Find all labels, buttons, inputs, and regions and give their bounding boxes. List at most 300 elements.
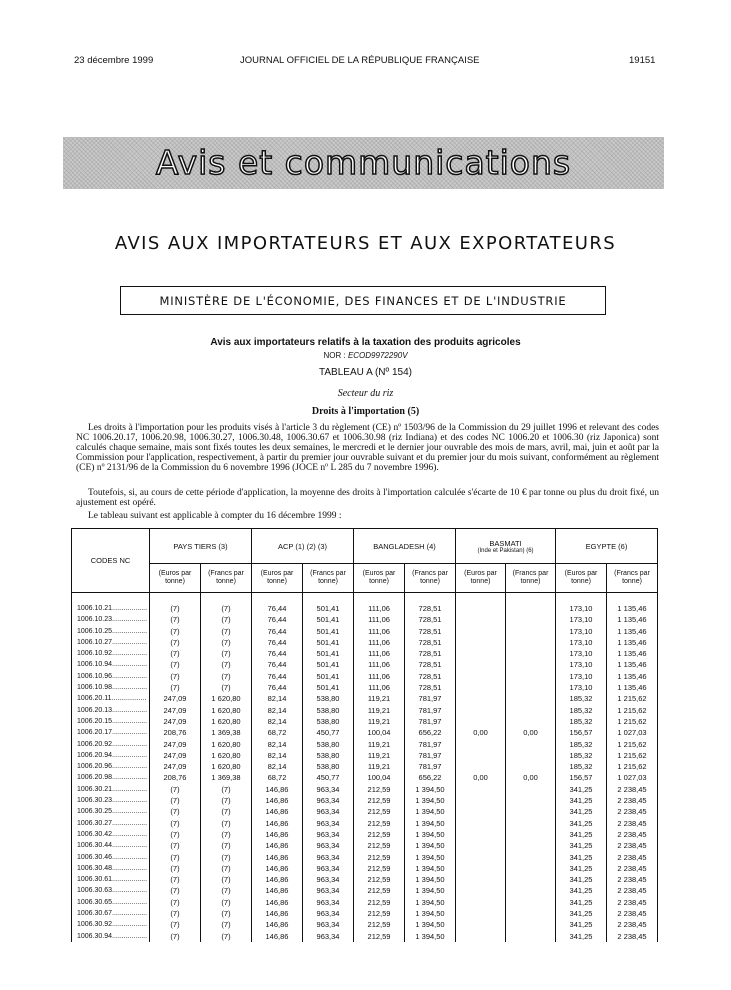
duty-value-cell: 2 238,45 xyxy=(607,795,658,806)
duty-value-cell xyxy=(456,716,506,727)
duty-value-cell: 111,06 xyxy=(354,682,405,693)
duty-value-cell xyxy=(456,795,506,806)
duty-value-cell: 501,41 xyxy=(303,659,354,670)
duty-value-cell: 156,57 xyxy=(556,727,607,738)
duty-value-cell: 963,34 xyxy=(303,897,354,908)
paragraph-2: Toutefois, si, au cours de cette période d'application, la moyenne des droits à l'importation calculée s'écarte de 10 € par tonne ou plus du droit fixé, un ajustement est opéré. xyxy=(76,488,659,508)
droits-heading: Droits à l'importation (5) xyxy=(311,406,420,417)
import-duties-table xyxy=(71,528,658,942)
duty-value-cell: 2 238,45 xyxy=(607,784,658,795)
duty-value-cell: 76,44 xyxy=(252,682,303,693)
table-row xyxy=(72,897,658,908)
duty-value-cell: 538,80 xyxy=(303,705,354,716)
table-row xyxy=(72,829,658,840)
spacer-cell xyxy=(72,593,150,604)
duty-value-cell xyxy=(456,671,506,682)
nc-code-cell: 1006.30.21.................. xyxy=(72,784,150,795)
duty-value-cell: 1 135,46 xyxy=(607,626,658,637)
spacer-cell xyxy=(556,593,607,604)
duty-value-cell xyxy=(506,603,556,614)
duty-value-cell xyxy=(456,659,506,670)
duty-value-cell: 341,25 xyxy=(556,919,607,930)
euros-unit-header: (Euros par tonne) xyxy=(252,564,303,593)
duty-value-cell: 2 238,45 xyxy=(607,908,658,919)
duty-value-cell: (7) xyxy=(201,840,252,851)
duty-value-cell: 1 394,50 xyxy=(405,897,456,908)
table-row xyxy=(72,648,658,659)
nc-code-cell: 1006.10.23.................. xyxy=(72,614,150,625)
duty-value-cell xyxy=(506,852,556,863)
duty-value-cell: 146,86 xyxy=(252,908,303,919)
duty-value-cell: 119,21 xyxy=(354,739,405,750)
duty-value-cell: (7) xyxy=(201,818,252,829)
duty-value-cell xyxy=(506,693,556,704)
table-row xyxy=(72,784,658,795)
duty-value-cell: 173,10 xyxy=(556,659,607,670)
spacer-cell xyxy=(354,593,405,604)
group-name: ACP (1) (2) (3) xyxy=(277,541,328,551)
duty-value-cell: 111,06 xyxy=(354,659,405,670)
duty-value-cell: 501,41 xyxy=(303,637,354,648)
duty-value-cell xyxy=(506,716,556,727)
nc-code-cell: 1006.20.94.................. xyxy=(72,750,150,761)
duty-value-cell: 173,10 xyxy=(556,614,607,625)
duty-value-cell: 212,59 xyxy=(354,863,405,874)
duty-value-cell: 212,59 xyxy=(354,784,405,795)
duty-value-cell xyxy=(456,818,506,829)
duty-value-cell: 728,51 xyxy=(405,637,456,648)
duty-value-cell: 963,34 xyxy=(303,874,354,885)
duty-value-cell xyxy=(456,739,506,750)
duty-value-cell: 212,59 xyxy=(354,931,405,942)
duty-value-cell: (7) xyxy=(150,885,201,896)
table-row xyxy=(72,659,658,670)
duty-value-cell: 2 238,45 xyxy=(607,885,658,896)
duty-value-cell: 82,14 xyxy=(252,693,303,704)
table-row xyxy=(72,761,658,772)
duty-value-cell: 173,10 xyxy=(556,682,607,693)
euros-unit-header: (Euros par tonne) xyxy=(456,564,506,593)
duty-value-cell: 341,25 xyxy=(556,897,607,908)
duty-value-cell: 156,57 xyxy=(556,772,607,783)
duty-value-cell: 2 238,45 xyxy=(607,931,658,942)
group-name: BASMATI xyxy=(489,538,522,548)
duty-value-cell xyxy=(456,806,506,817)
duty-value-cell: (7) xyxy=(201,648,252,659)
group-header-acp xyxy=(252,529,354,564)
duty-value-cell xyxy=(456,874,506,885)
duty-value-cell xyxy=(456,603,506,614)
duty-value-cell: 111,06 xyxy=(354,614,405,625)
duty-value-cell: 341,25 xyxy=(556,885,607,896)
duty-value-cell: 146,86 xyxy=(252,931,303,942)
nc-code-cell: 1006.30.48.................. xyxy=(72,863,150,874)
nc-code-cell: 1006.20.15.................. xyxy=(72,716,150,727)
duty-value-cell: 1 394,50 xyxy=(405,784,456,795)
duty-value-cell xyxy=(456,648,506,659)
duty-value-cell: 212,59 xyxy=(354,840,405,851)
spacer-cell xyxy=(303,593,354,604)
duty-value-cell: (7) xyxy=(150,648,201,659)
duty-value-cell: 208,76 xyxy=(150,727,201,738)
ministry-box: MINISTÈRE DE L'ÉCONOMIE, DES FINANCES ET DE L'INDUSTRIE xyxy=(120,286,606,315)
duty-value-cell: (7) xyxy=(201,659,252,670)
duty-value-cell xyxy=(456,863,506,874)
duty-value-cell: 538,80 xyxy=(303,693,354,704)
duty-value-cell: 76,44 xyxy=(252,614,303,625)
duty-value-cell: 1 620,80 xyxy=(201,739,252,750)
duty-value-cell: 341,25 xyxy=(556,784,607,795)
duty-value-cell: 146,86 xyxy=(252,818,303,829)
duty-value-cell: 963,34 xyxy=(303,919,354,930)
francs-unit-header: (Francs par tonne) xyxy=(201,564,252,593)
duty-value-cell: 450,77 xyxy=(303,727,354,738)
duty-value-cell: (7) xyxy=(150,637,201,648)
spacer-cell xyxy=(607,593,658,604)
duty-value-cell: 1 394,50 xyxy=(405,931,456,942)
duty-value-cell: 538,80 xyxy=(303,750,354,761)
duty-value-cell: 728,51 xyxy=(405,671,456,682)
duty-value-cell: (7) xyxy=(150,874,201,885)
group-subname: (Inde et Pakistan) (6) xyxy=(477,547,534,554)
nc-code-cell: 1006.30.63.................. xyxy=(72,885,150,896)
duty-value-cell: 341,25 xyxy=(556,852,607,863)
banner-title: Avis et communications xyxy=(155,143,572,182)
duty-value-cell: 76,44 xyxy=(252,626,303,637)
duty-value-cell xyxy=(506,840,556,851)
duty-value-cell: 212,59 xyxy=(354,885,405,896)
duty-value-cell: 173,10 xyxy=(556,603,607,614)
duty-value-cell: (7) xyxy=(201,682,252,693)
duty-value-cell: 1 620,80 xyxy=(201,716,252,727)
duty-value-cell: (7) xyxy=(201,784,252,795)
duty-value-cell: 1 135,46 xyxy=(607,682,658,693)
codes-nc-header: CODES NC xyxy=(72,529,150,593)
duty-value-cell: 2 238,45 xyxy=(607,840,658,851)
duty-value-cell: 212,59 xyxy=(354,908,405,919)
unit-header-row xyxy=(72,564,658,593)
duty-value-cell xyxy=(506,705,556,716)
duty-value-cell: (7) xyxy=(150,671,201,682)
header-page-number: 19151 xyxy=(629,55,656,66)
duty-value-cell: 173,10 xyxy=(556,671,607,682)
duty-value-cell: 185,32 xyxy=(556,750,607,761)
duty-value-cell: 963,34 xyxy=(303,840,354,851)
duty-value-cell: 341,25 xyxy=(556,863,607,874)
duty-value-cell: (7) xyxy=(150,659,201,670)
duty-value-cell: 1 394,50 xyxy=(405,806,456,817)
duty-value-cell: 119,21 xyxy=(354,716,405,727)
table-spacer-row xyxy=(72,593,658,604)
duty-value-cell xyxy=(506,931,556,942)
duty-value-cell: 341,25 xyxy=(556,818,607,829)
header-date: 23 décembre 1999 xyxy=(74,55,154,66)
nc-code-cell: 1006.10.98.................. xyxy=(72,682,150,693)
duty-value-cell xyxy=(506,885,556,896)
secteur-label: Secteur du riz xyxy=(337,388,394,399)
spacer-cell xyxy=(506,593,556,604)
duty-value-cell: 1 215,62 xyxy=(607,739,658,750)
table-row xyxy=(72,806,658,817)
duty-value-cell: 538,80 xyxy=(303,739,354,750)
duty-value-cell: 2 238,45 xyxy=(607,919,658,930)
duty-value-cell xyxy=(506,795,556,806)
table-row xyxy=(72,739,658,750)
duty-value-cell xyxy=(506,761,556,772)
group-header-basmati xyxy=(456,529,556,564)
nc-code-cell: 1006.30.27.................. xyxy=(72,818,150,829)
duty-value-cell: 341,25 xyxy=(556,931,607,942)
duty-value-cell: 119,21 xyxy=(354,750,405,761)
duty-value-cell: (7) xyxy=(150,682,201,693)
duty-value-cell xyxy=(506,648,556,659)
nc-code-cell: 1006.20.92.................. xyxy=(72,739,150,750)
duty-value-cell: (7) xyxy=(150,806,201,817)
duty-value-cell: 76,44 xyxy=(252,648,303,659)
group-header-pays-tiers xyxy=(150,529,252,564)
duty-value-cell xyxy=(506,863,556,874)
duty-value-cell: 0,00 xyxy=(506,727,556,738)
duty-value-cell: (7) xyxy=(150,919,201,930)
duty-value-cell xyxy=(456,897,506,908)
duty-value-cell: (7) xyxy=(150,852,201,863)
duty-value-cell xyxy=(506,671,556,682)
duty-value-cell xyxy=(456,919,506,930)
duty-value-cell: 728,51 xyxy=(405,614,456,625)
table-row xyxy=(72,840,658,851)
nc-code-cell: 1006.10.27.................. xyxy=(72,637,150,648)
duty-value-cell: 1 135,46 xyxy=(607,637,658,648)
duty-value-cell xyxy=(506,626,556,637)
duty-value-cell: 728,51 xyxy=(405,603,456,614)
duty-value-cell: 146,86 xyxy=(252,919,303,930)
duty-value-cell: (7) xyxy=(201,885,252,896)
duty-value-cell: 1 394,50 xyxy=(405,829,456,840)
nor-line xyxy=(0,351,731,360)
nc-code-cell: 1006.20.96.................. xyxy=(72,761,150,772)
duty-value-cell: 963,34 xyxy=(303,908,354,919)
section-banner xyxy=(63,137,664,189)
duty-value-cell: 111,06 xyxy=(354,603,405,614)
duty-value-cell: 2 238,45 xyxy=(607,852,658,863)
duty-value-cell: (7) xyxy=(201,637,252,648)
duty-value-cell: 2 238,45 xyxy=(607,829,658,840)
table-row xyxy=(72,885,658,896)
duty-value-cell: (7) xyxy=(201,795,252,806)
duty-value-cell: 538,80 xyxy=(303,716,354,727)
duty-value-cell: 173,10 xyxy=(556,648,607,659)
duty-value-cell: 1 394,50 xyxy=(405,919,456,930)
duty-value-cell: 1 620,80 xyxy=(201,693,252,704)
duty-value-cell: 146,86 xyxy=(252,840,303,851)
spacer-cell xyxy=(405,593,456,604)
nc-code-cell: 1006.30.61.................. xyxy=(72,874,150,885)
duty-value-cell: 1 369,38 xyxy=(201,772,252,783)
duty-value-cell: 119,21 xyxy=(354,761,405,772)
duty-value-cell xyxy=(456,637,506,648)
duty-value-cell: 1 135,46 xyxy=(607,614,658,625)
table-row xyxy=(72,919,658,930)
duty-value-cell: 82,14 xyxy=(252,750,303,761)
duty-value-cell: 1 215,62 xyxy=(607,716,658,727)
duty-value-cell: (7) xyxy=(150,614,201,625)
duty-value-cell: (7) xyxy=(201,829,252,840)
duty-value-cell: 501,41 xyxy=(303,614,354,625)
table-row xyxy=(72,637,658,648)
duty-value-cell: 119,21 xyxy=(354,705,405,716)
duty-value-cell: 111,06 xyxy=(354,626,405,637)
nc-code-cell: 1006.20.98.................. xyxy=(72,772,150,783)
table-row xyxy=(72,626,658,637)
duty-value-cell: 146,86 xyxy=(252,885,303,896)
duty-value-cell xyxy=(456,761,506,772)
duty-value-cell: 111,06 xyxy=(354,648,405,659)
duty-value-cell xyxy=(456,614,506,625)
duty-value-cell: (7) xyxy=(201,919,252,930)
table-row xyxy=(72,614,658,625)
duty-value-cell: 2 238,45 xyxy=(607,897,658,908)
paragraph-3: Le tableau suivant est applicable à compter du 16 décembre 1999 : xyxy=(88,511,342,521)
table-row xyxy=(72,931,658,942)
euros-unit-header: (Euros par tonne) xyxy=(150,564,201,593)
duty-value-cell: (7) xyxy=(150,897,201,908)
nc-code-cell: 1006.10.25.................. xyxy=(72,626,150,637)
duty-value-cell xyxy=(506,784,556,795)
duty-value-cell: 1 394,50 xyxy=(405,908,456,919)
header-journal: JOURNAL OFFICIEL DE LA RÉPUBLIQUE FRANÇAISE xyxy=(240,55,480,66)
duty-value-cell: 212,59 xyxy=(354,818,405,829)
duty-value-cell: 1 135,46 xyxy=(607,671,658,682)
table-row xyxy=(72,772,658,783)
group-name: EGYPTE (6) xyxy=(585,541,628,551)
duty-value-cell: 2 238,45 xyxy=(607,863,658,874)
nor-label: NOR : xyxy=(323,351,346,360)
duty-value-cell: 208,76 xyxy=(150,772,201,783)
table-row xyxy=(72,682,658,693)
duty-value-cell xyxy=(456,784,506,795)
duty-value-cell: 146,86 xyxy=(252,784,303,795)
table-row xyxy=(72,693,658,704)
nc-code-cell: 1006.30.25.................. xyxy=(72,806,150,817)
duty-value-cell: 1 215,62 xyxy=(607,761,658,772)
duty-value-cell: 247,09 xyxy=(150,693,201,704)
duty-value-cell xyxy=(456,750,506,761)
duty-value-cell: 247,09 xyxy=(150,761,201,772)
duty-value-cell: (7) xyxy=(150,829,201,840)
duty-value-cell: 100,04 xyxy=(354,772,405,783)
duty-value-cell: (7) xyxy=(201,852,252,863)
duty-value-cell: 501,41 xyxy=(303,648,354,659)
duty-value-cell xyxy=(456,705,506,716)
duty-value-cell: 963,34 xyxy=(303,818,354,829)
nor-code: ECOD9972290V xyxy=(347,351,408,360)
francs-unit-header: (Francs par tonne) xyxy=(506,564,556,593)
duty-value-cell: 185,32 xyxy=(556,761,607,772)
duty-value-cell: 963,34 xyxy=(303,931,354,942)
nc-code-cell: 1006.30.23.................. xyxy=(72,795,150,806)
nc-code-cell: 1006.30.94.................. xyxy=(72,931,150,942)
duty-value-cell: 963,34 xyxy=(303,806,354,817)
duty-value-cell: 341,25 xyxy=(556,874,607,885)
duty-value-cell xyxy=(506,829,556,840)
duty-value-cell: 963,34 xyxy=(303,795,354,806)
duty-value-cell xyxy=(506,919,556,930)
duty-value-cell: 119,21 xyxy=(354,693,405,704)
francs-unit-header: (Francs par tonne) xyxy=(405,564,456,593)
duty-value-cell: (7) xyxy=(150,840,201,851)
duty-value-cell: 2 238,45 xyxy=(607,818,658,829)
duty-value-cell: 146,86 xyxy=(252,852,303,863)
duty-value-cell xyxy=(506,659,556,670)
duty-value-cell xyxy=(456,626,506,637)
group-header-egypte xyxy=(556,529,658,564)
duty-value-cell: 341,25 xyxy=(556,795,607,806)
duty-value-cell: 1 215,62 xyxy=(607,693,658,704)
duty-value-cell: 76,44 xyxy=(252,671,303,682)
duty-value-cell: 76,44 xyxy=(252,637,303,648)
duty-value-cell: 728,51 xyxy=(405,682,456,693)
duty-value-cell: 111,06 xyxy=(354,637,405,648)
duty-value-cell: 185,32 xyxy=(556,693,607,704)
duty-value-cell: 1 215,62 xyxy=(607,705,658,716)
duty-value-cell: (7) xyxy=(150,931,201,942)
duty-value-cell xyxy=(506,897,556,908)
spacer-cell xyxy=(252,593,303,604)
duty-value-cell: 146,86 xyxy=(252,863,303,874)
duty-value-cell: 1 027,03 xyxy=(607,727,658,738)
spacer-cell xyxy=(150,593,201,604)
table-row xyxy=(72,727,658,738)
francs-unit-header: (Francs par tonne) xyxy=(303,564,354,593)
duty-value-cell xyxy=(456,908,506,919)
duty-value-cell xyxy=(456,885,506,896)
group-header-bangladesh xyxy=(354,529,456,564)
duty-value-cell: 82,14 xyxy=(252,716,303,727)
table-row xyxy=(72,603,658,614)
duty-value-cell xyxy=(506,750,556,761)
table-row xyxy=(72,852,658,863)
duty-value-cell: 781,97 xyxy=(405,716,456,727)
duty-value-cell: 82,14 xyxy=(252,761,303,772)
duty-value-cell: 501,41 xyxy=(303,626,354,637)
duty-value-cell xyxy=(456,931,506,942)
euros-unit-header: (Euros par tonne) xyxy=(354,564,405,593)
duty-value-cell: 247,09 xyxy=(150,716,201,727)
duty-value-cell: (7) xyxy=(150,863,201,874)
duty-value-cell: 82,14 xyxy=(252,705,303,716)
nc-code-cell: 1006.30.65.................. xyxy=(72,897,150,908)
duty-value-cell: 781,97 xyxy=(405,693,456,704)
duty-value-cell: 341,25 xyxy=(556,840,607,851)
duty-value-cell: 212,59 xyxy=(354,897,405,908)
duty-value-cell: (7) xyxy=(201,908,252,919)
duty-value-cell: 212,59 xyxy=(354,795,405,806)
duty-value-cell: 185,32 xyxy=(556,739,607,750)
section-heading: AVIS AUX IMPORTATEURS ET AUX EXPORTATEURS xyxy=(114,233,617,254)
duty-value-cell: 212,59 xyxy=(354,806,405,817)
nc-code-cell: 1006.10.94.................. xyxy=(72,659,150,670)
duty-value-cell: (7) xyxy=(150,784,201,795)
duty-value-cell: 501,41 xyxy=(303,671,354,682)
duty-value-cell: 1 394,50 xyxy=(405,840,456,851)
nc-code-cell: 1006.30.42.................. xyxy=(72,829,150,840)
duty-value-cell: (7) xyxy=(201,614,252,625)
table-row xyxy=(72,874,658,885)
euros-unit-header: (Euros par tonne) xyxy=(556,564,607,593)
paragraph-1: Les droits à l'importation pour les produits visés à l'article 3 du règlement (CE) nº 1503/96 de la Commission du 29 juillet 1996 et relevant des codes NC 1006.20.17, 1006.20.98, 1006.30.27, 1006.30.48, 1006.30.67 et 1006.30.98 (riz Indiana) et des codes NC 1006.20 et 1006.30 (riz Japonica) sont calculés chaque semaine, mais sont fixés toutes les deux semaines, le mercredi et le dernier jour ouvrable des mois de mars, avril, mai, juin et août par la Commission pour l'application, respectivement, à partir du premier jour ouvrable suivant et du premier jour du mois suivant, conformément au règlement (CE) nº 2131/96 de la Commission du 6 novembre 1996 (JOCE nº L 285 du 7 novembre 1996). xyxy=(76,423,659,473)
duty-value-cell: (7) xyxy=(201,806,252,817)
duty-value-cell xyxy=(506,614,556,625)
